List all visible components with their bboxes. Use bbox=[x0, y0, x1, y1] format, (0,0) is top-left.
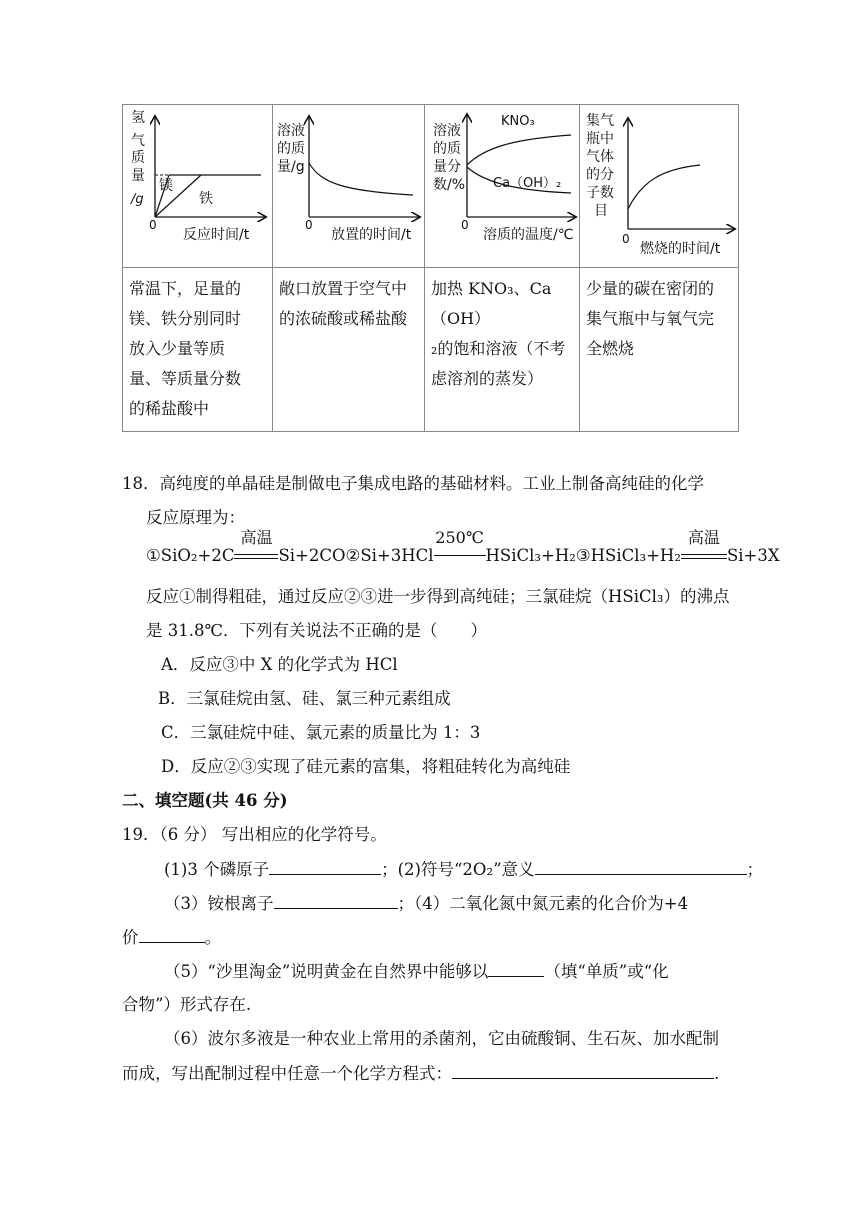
description-line: 加热 KNO₃、Ca（OH） bbox=[431, 279, 552, 328]
q18-option-a: A．反应③中 X 的化学式为 HCl bbox=[161, 655, 398, 674]
q19-part5-hint: （填“单质”或“化 bbox=[544, 962, 669, 981]
punct: ； bbox=[746, 860, 764, 879]
q19-part2-label: ；(2)符号“2O₂”意义 bbox=[381, 860, 535, 879]
y-label-char: 量 bbox=[131, 168, 145, 184]
condition-text: 高温 bbox=[240, 528, 273, 547]
series-curve bbox=[309, 163, 413, 195]
x-label: 燃烧的时间/t bbox=[640, 241, 721, 257]
q19-line1 bbox=[164, 858, 763, 881]
y-label-line: 溶液 bbox=[277, 123, 305, 139]
y-label bbox=[130, 110, 145, 207]
description-cell-2 bbox=[273, 268, 425, 432]
q19-line4 bbox=[164, 960, 669, 983]
y-label-line: 瓶中 bbox=[586, 131, 614, 147]
condition-text: 250℃ bbox=[435, 528, 484, 547]
description-line: 放入少量等质 bbox=[129, 339, 226, 358]
graph-table bbox=[122, 104, 739, 432]
q19-part1-label: (1)3 个磷原子 bbox=[164, 860, 270, 879]
q18-stem-line2: 反应原理为： bbox=[146, 508, 245, 527]
eq2-right: HSiCl₃+H₂③HSiCl₃+H₂ bbox=[485, 546, 681, 565]
punct: . bbox=[714, 1064, 720, 1083]
q19-part3-label: （3）铵根离子 bbox=[164, 894, 274, 913]
q19-line5: 合物”）形式存在. bbox=[122, 995, 252, 1014]
graph-cell-4 bbox=[580, 105, 739, 268]
answer-blank-5[interactable] bbox=[488, 960, 544, 977]
q19-part6-label: 而成，写出配制过程中任意一个化学方程式： bbox=[122, 1064, 452, 1083]
q18-option-c: C．三氯硅烷中硅、氯元素的质量比为 1：3 bbox=[161, 723, 481, 742]
q19-line2 bbox=[164, 892, 688, 915]
x-label: 放置的时间/t bbox=[331, 227, 412, 243]
origin-label: 0 bbox=[149, 218, 157, 232]
y-label-char: /g bbox=[131, 192, 144, 207]
series-label-caoh2: Ca（OH）₂ bbox=[493, 176, 562, 191]
q18-option-b: B．三氯硅烷由氢、硅、氯三种元素组成 bbox=[158, 689, 451, 708]
y-label-line: 气体 bbox=[586, 149, 614, 165]
condition-text: 高温 bbox=[687, 528, 720, 547]
y-label-char: 质 bbox=[131, 150, 145, 166]
eq1-left: ①SiO₂+2C bbox=[146, 546, 235, 565]
description-line: 敞口放置于空气中 bbox=[279, 279, 408, 298]
y-label-line: 数/% bbox=[433, 177, 466, 193]
chart-h2-mass bbox=[123, 105, 273, 263]
y-label-line: 溶液 bbox=[433, 123, 461, 139]
description-cell-4 bbox=[580, 268, 739, 432]
q19-part4-label: ；（4）二氧化氮中氮元素的化合价为+4 bbox=[397, 894, 689, 913]
graph-cell-2 bbox=[273, 105, 425, 268]
q19-stem: 19．（6 分） 写出相应的化学符号。 bbox=[122, 825, 387, 844]
description-line: 全燃烧 bbox=[586, 339, 635, 358]
y-label-line: 子数 bbox=[586, 185, 614, 201]
y-label-line: 目 bbox=[594, 203, 608, 219]
punct: 。 bbox=[204, 928, 221, 947]
answer-blank-3[interactable] bbox=[274, 892, 398, 909]
y-label-line: 量分 bbox=[433, 159, 461, 175]
answer-blank-4[interactable] bbox=[139, 926, 205, 943]
eq1-right: Si+2CO②Si+3HCl bbox=[278, 546, 434, 565]
chart-mass-fraction bbox=[425, 105, 580, 263]
reaction-condition bbox=[434, 528, 486, 567]
series-label-kno3: KNO₃ bbox=[501, 114, 535, 129]
reaction-condition bbox=[681, 528, 727, 567]
section-title: 二、填空题(共 46 分) bbox=[122, 791, 288, 810]
q19-part4-label-cont: 价 bbox=[122, 928, 139, 947]
x-label: 溶质的温度/℃ bbox=[483, 227, 574, 243]
chart-molecule-count bbox=[580, 105, 739, 263]
eq3-right: Si+3X bbox=[726, 546, 780, 565]
y-label-line: 的分 bbox=[586, 167, 614, 183]
q19-line3 bbox=[122, 926, 221, 949]
description-line: 的浓硫酸或稀盐酸 bbox=[279, 309, 408, 328]
answer-blank-1[interactable] bbox=[269, 858, 381, 875]
q18-stem-line4: 是 31.8℃．下列有关说法不正确的是（ ） bbox=[146, 621, 487, 640]
description-line: ₂的饱和溶液（不考 bbox=[431, 339, 566, 358]
q18-stem-line3: 反应①制得粗硅，通过反应②③进一步得到高纯硅；三氯硅烷（HSiCl₃）的沸点 bbox=[146, 587, 730, 606]
description-line: 集气瓶中与氧气完 bbox=[586, 309, 715, 328]
y-label-line: 量/g bbox=[277, 159, 305, 175]
q19-line6: （6）波尔多液是一种农业上常用的杀菌剂，它由硫酸铜、生石灰、加水配制 bbox=[164, 1029, 719, 1048]
x-label: 反应时间/t bbox=[183, 227, 250, 243]
graph-cell-1 bbox=[123, 105, 273, 268]
y-label-line: 的质 bbox=[277, 141, 305, 157]
series-label-fe: 铁 bbox=[199, 191, 213, 207]
description-line: 常温下，足量的 bbox=[129, 279, 242, 298]
answer-blank-2[interactable] bbox=[535, 858, 747, 875]
description-line: 少量的碳在密闭的 bbox=[586, 279, 715, 298]
answer-blank-6[interactable] bbox=[452, 1062, 714, 1079]
description-line: 镁、铁分别同时 bbox=[129, 309, 242, 328]
description-line: 的稀盐酸中 bbox=[129, 399, 210, 418]
series-label-mg: 镁 bbox=[159, 178, 173, 194]
q19-line7 bbox=[122, 1062, 719, 1085]
origin-label: 0 bbox=[461, 218, 469, 232]
y-label-char: 氢 bbox=[131, 110, 145, 126]
description-cell-3 bbox=[425, 268, 580, 432]
graph-cell-3 bbox=[425, 105, 580, 268]
reaction-condition bbox=[234, 528, 278, 567]
description-line: 虑溶剂的蒸发） bbox=[431, 369, 544, 388]
y-label-line: 集气 bbox=[586, 113, 614, 129]
y-label-char: 气 bbox=[131, 133, 145, 149]
y-label-line: 的质 bbox=[433, 141, 461, 157]
series-kno3 bbox=[467, 135, 571, 165]
q18-option-d: D．反应②③实现了硅元素的富集，将粗硅转化为高纯硅 bbox=[161, 757, 571, 776]
description-cell-1 bbox=[123, 268, 273, 432]
chart-solution-mass bbox=[273, 105, 425, 263]
series-curve bbox=[628, 165, 700, 209]
origin-label: 0 bbox=[305, 218, 313, 232]
description-line: 量、等质量分数 bbox=[129, 369, 242, 388]
q19-part5-label: （5）“沙里淘金”说明黄金在自然界中能够以 bbox=[164, 962, 489, 981]
q18-stem-line1: 18．高纯度的单晶硅是制做电子集成电路的基础材料。工业上制备高纯硅的化学 bbox=[122, 474, 704, 493]
origin-label: 0 bbox=[622, 232, 630, 246]
q18-equations bbox=[146, 528, 780, 567]
